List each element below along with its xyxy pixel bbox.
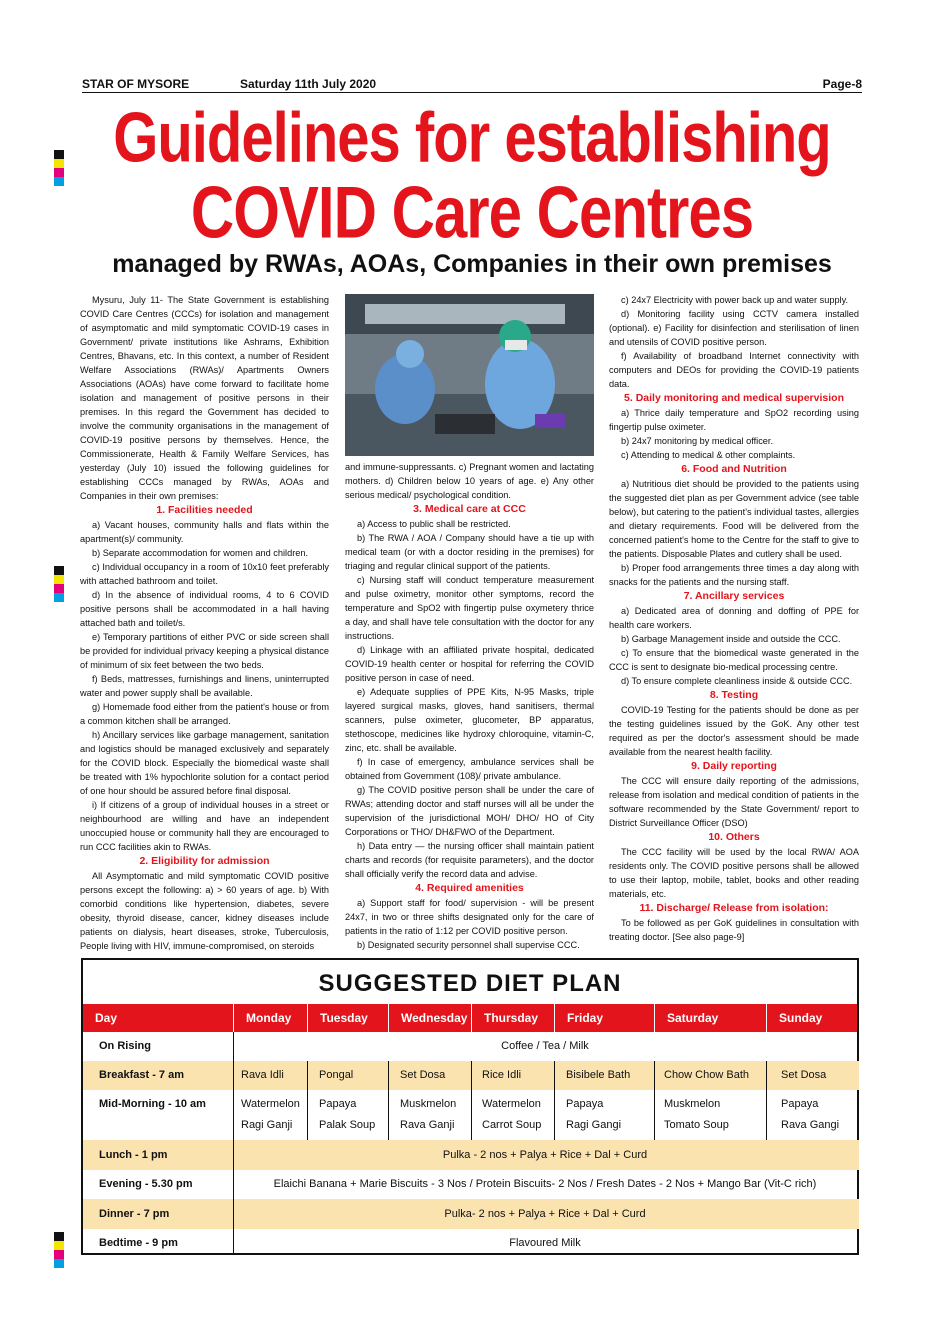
list-item: i) If citizens of a group of individual houses in a street or neighbourhood are willing and have an independent unoccupied house or community hall they are encouraged to run CCC facilities akin to RWAs.: [80, 800, 329, 852]
list-item: a) Support staff for food/ supervision - will be present 24x7, in two or three shifts designated only for the care of patients in the ratio of 1:12 per COVID positive person.: [345, 898, 594, 936]
row-value: Pulka- 2 nos + Palya + Rice + Dal + Curd: [444, 1208, 646, 1220]
row-value: Elaichi Banana + Marie Biscuits - 3 Nos / Protein Biscuits- 2 Nos / Fresh Dates - 2 Nos + Mango Bar (Vit-C rich): [273, 1178, 817, 1190]
headline-line-1: Guidelines for establishing: [113, 97, 831, 178]
row-label: Lunch - 1 pm: [99, 1149, 168, 1161]
breakfast-friday: Bisibele Bath: [566, 1069, 631, 1081]
fruit-sunday: Papaya: [781, 1098, 819, 1110]
registration-mark-middle: [54, 566, 64, 602]
headline-subtitle: managed by RWAs, AOAs, Companies in their own premises: [112, 250, 832, 278]
list-item: h) Ancillary services like garbage management, sanitation and logistics should be managed exclusively and separately for the COVID block. Especially the biomedical waste shall be treated with 1% hypochlorite solution for a contact period of one hour should be assured before final disposal.: [80, 730, 329, 796]
paragraph: The CCC will ensure daily reporting of the admissions, release from isolation and medical condition of patients in the software recommended by the State Government/ report to District Surveillance Officer (DSO): [609, 776, 859, 828]
fruit-tuesday: Papaya: [319, 1098, 357, 1110]
diet-header-row: [83, 1004, 857, 1032]
list-item: e) Adequate supplies of PPE Kits, N-95 Masks, triple layered surgical masks, gloves, hand sanitisers, thermal scanners, pulse oximeter, glucometer, BP apparatus, stethoscope, medicines like hydroxy chloroquine, vitamin-C, zinc, etc. shall be available.: [345, 687, 594, 753]
column-rule: [388, 1061, 389, 1140]
section-heading: 3. Medical care at CCC: [413, 503, 526, 515]
list-item: f) Beds, mattresses, furnishings and linens, uninterrupted water and power supply shall be available.: [80, 674, 329, 698]
list-item: d) In the absence of individual rooms, 4 to 6 COVID positive persons shall be accommodated in a hall having attached bath and toilet/s.: [80, 590, 329, 628]
header-day: Day: [95, 1011, 118, 1025]
column-rule: [554, 1061, 555, 1140]
header-friday: Friday: [554, 1004, 654, 1032]
row-label: Breakfast - 7 am: [99, 1069, 184, 1081]
page-header: [82, 76, 862, 93]
list-item: d) To ensure complete cleanliness inside & outside CCC.: [621, 676, 853, 686]
paper-name: STAR OF MYSORE: [82, 77, 190, 91]
list-item: h) Data entry — the nursing officer shall maintain patient charts and records (for requisite parameters), and the doctor shall officially verify the record data and advise.: [345, 841, 594, 879]
issue-date: Saturday 11th July 2020: [240, 77, 377, 91]
list-item: c) Attending to medical & other complaints.: [621, 450, 796, 460]
list-item: d) Monitoring facility using CCTV camera installed (optional). e) Facility for disinfection and sterilisation of linen and utensils of COVID positive person.: [609, 309, 859, 347]
drink-monday: Ragi Ganji: [241, 1119, 293, 1131]
paragraph: COVID-19 Testing for the patients should be done as per the testing guidelines issued by the GoK. Any other test required as per the doctor's assessment should be made available from the nearest health facility.: [609, 705, 859, 757]
section-heading: 9. Daily reporting: [691, 760, 777, 772]
column-rule: [654, 1061, 655, 1140]
row-value: Coffee / Tea / Milk: [501, 1040, 589, 1052]
list-item: a) Vacant houses, community halls and flats within the apartment(s)/ community.: [80, 520, 329, 544]
registration-mark-top: [54, 150, 64, 186]
drink-saturday: Tomato Soup: [664, 1119, 729, 1131]
drink-thursday: Carrot Soup: [482, 1119, 542, 1131]
paragraph: All Asymptomatic and mild symptomatic COVID positive persons except the following: a) > 60 years of age. b) With comorbid conditions like hypertension, diabetes, severe obesity, thyroid disease, cancer, kidney diseases include patients on dialysis, heart diseases, stroke, Tuberculosis, People living with HIV, immune-compromised, on steroids: [80, 871, 329, 951]
article-column-1: [80, 293, 329, 953]
breakfast-thursday: Rice Idli: [482, 1069, 522, 1081]
row-label: Evening - 5.30 pm: [99, 1178, 193, 1190]
section-heading: 1. Facilities needed: [156, 504, 253, 516]
registration-mark-bottom: [54, 1232, 64, 1268]
header-monday: Monday: [233, 1004, 307, 1032]
article-intro: Mysuru, July 11- The State Government is establishing COVID Care Centres (CCCs) for isolation and management of asymptomatic and mild symptomatic COVID-19 cases in Government/ private institutions like Ashrams, Exhibition Centres, Bhavans, etc. In this context, a number of Resident Welfare Associations (RWAs)/ Apartments Owners Associations (AOAs) have come forward to facilitate home isolation and management of positive persons in their premises. In this regard the Government has decided to involve the community organisations in the management of COVID-19 positive persons by themselves. Hence, the Commissionerate, Health & Family Welfare Services, has yesterday (July 10) issued the following guidelines for establishing CCCs managed by RWAs, AOAs and Companies in their own premises:: [80, 295, 329, 501]
paragraph: The CCC facility will be used by the local RWA/ AOA residents only. The COVID positive persons shall be allowed to use their laptop, mobile, tablet, books and other reading materials, etc.: [609, 847, 859, 899]
drink-wednesday: Rava Ganji: [400, 1119, 455, 1131]
list-item: f) In case of emergency, ambulance services shall be obtained from Government (108)/ private ambulance.: [345, 757, 594, 781]
section-heading: 7. Ancillary services: [683, 590, 785, 602]
section-heading: 8. Testing: [709, 689, 759, 701]
row-label: Dinner - 7 pm: [99, 1208, 170, 1220]
list-item: a) Nutritious diet should be provided to the patients using the suggested diet plan as per Government advice (see table below), but catering to the patient's individual tastes, allergies and dietary requirements. Food will be delivered from the concerned patient's home to the Centre for the staff to give to the patients. Disposable Plates and cutlery shall be used.: [609, 479, 859, 559]
list-item: b) Proper food arrangements three times a day along with snacks for the patients and the nursing staff.: [609, 563, 859, 587]
header-wednesday: Wednesday: [388, 1004, 471, 1032]
paragraph: To be followed as per GoK guidelines in consultation with treating doctor. [See also page-9]: [609, 918, 859, 942]
row-value: Flavoured Milk: [509, 1237, 581, 1249]
fruit-monday: Watermelon: [241, 1098, 300, 1110]
header-tuesday: Tuesday: [307, 1004, 388, 1032]
list-item: g) Homemade food either from the patient's house or from a common kitchen shall be arranged.: [80, 702, 329, 726]
list-item: b) Separate accommodation for women and children.: [92, 548, 309, 558]
row-label: Bedtime - 9 pm: [99, 1237, 178, 1249]
row-value: Pulka - 2 nos + Palya + Rice + Dal + Curd: [442, 1149, 648, 1161]
column-rule: [233, 1032, 234, 1255]
list-item: a) Access to public shall be restricted.: [357, 519, 511, 529]
list-item: g) The COVID positive person shall be under the care of RWAs; attending doctor and staff nurses will all be under the supervision of the jurisdictional MOH/ DHO/ HO of City Corporations or THO/ DH&FWO of the Department.: [345, 785, 594, 837]
list-item: c) Individual occupancy in a room of 10x10 feet preferably with attached bathroom and toilet.: [80, 562, 329, 586]
section-heading: 10. Others: [708, 831, 760, 843]
header-saturday: Saturday: [654, 1004, 766, 1032]
breakfast-wednesday: Set Dosa: [400, 1069, 446, 1081]
list-item: c) To ensure that the biomedical waste generated in the CCC is sent to designate bio-medical processing centre.: [609, 648, 859, 672]
diet-plan-table: [81, 958, 859, 1255]
row-label: Mid-Morning - 10 am: [99, 1098, 206, 1110]
column-rule: [766, 1061, 767, 1140]
fruit-saturday: Muskmelon: [664, 1098, 721, 1110]
drink-sunday: Rava Gangi: [781, 1119, 840, 1131]
breakfast-saturday: Chow Chow Bath: [664, 1069, 749, 1081]
breakfast-sunday: Set Dosa: [781, 1069, 827, 1081]
column-rule: [471, 1061, 472, 1140]
fruit-thursday: Watermelon: [482, 1098, 541, 1110]
list-item: a) Thrice daily temperature and SpO2 recording using fingertip pulse oximeter.: [609, 408, 859, 432]
column-rule: [307, 1061, 308, 1140]
fruit-wednesday: Muskmelon: [400, 1098, 457, 1110]
section-heading: 2. Eligibility for admission: [139, 855, 270, 867]
article-column-2: [345, 460, 594, 952]
section-heading: 5. Daily monitoring and medical supervision: [624, 392, 844, 404]
breakfast-tuesday: Pongal: [319, 1069, 354, 1081]
fruit-friday: Papaya: [566, 1098, 604, 1110]
header-sunday: Sunday: [766, 1004, 859, 1032]
section-heading: 6. Food and Nutrition: [681, 463, 787, 475]
list-item: b) Garbage Management inside and outside the CCC.: [621, 634, 841, 644]
list-item: e) Temporary partitions of either PVC or side screen shall be provided for individual privacy keeping a physical distance of minimum of six feet between the two beds.: [80, 632, 329, 670]
drink-tuesday: Palak Soup: [319, 1119, 376, 1131]
section-heading: 11. Discharge/ Release from isolation:: [639, 902, 829, 914]
section-heading: 4. Required amenities: [415, 882, 524, 894]
list-item: c) 24x7 Electricity with power back up and water supply.: [621, 295, 849, 305]
article-column-3: [609, 293, 859, 944]
diet-plan-title: SUGGESTED DIET PLAN: [318, 970, 622, 997]
paragraph: and immune-suppressants. c) Pregnant women and lactating mothers. d) Children below 10 years of age. e) Any other serious medical/ psychological condition.: [345, 462, 594, 500]
drink-friday: Ragi Gangi: [566, 1119, 622, 1131]
list-item: b) Designated security personnel shall supervise CCC.: [357, 940, 580, 950]
breakfast-monday: Rava Idli: [241, 1069, 284, 1081]
lab-photo: [345, 294, 594, 456]
list-item: d) Linkage with an affiliated private hospital, dedicated COVID-19 health center or hospital for referring the COVID positive person in case of need.: [345, 645, 594, 683]
list-item: c) Nursing staff will conduct temperature measurement and pulse oximetry, monitor other symptoms, record the temperature and SpO2 with fingertip pulse oxymetery thrice a day, and shall have tele consultation with the doctor for any instructions.: [345, 575, 594, 641]
row-label: On Rising: [99, 1040, 151, 1052]
list-item: f) Availability of broadband Internet connectivity with computers and DEOs for providing the COVID-19 patients data.: [609, 351, 859, 389]
list-item: b) 24x7 monitoring by medical officer.: [621, 436, 774, 446]
page-number: Page-8: [822, 77, 862, 91]
list-item: b) The RWA / AOA / Company should have a tie up with medical team (or with a doctor residing in the premises) for triaging and regular clinical support of the patients.: [345, 533, 594, 571]
headline-line-2: COVID Care Centres: [190, 171, 754, 254]
list-item: a) Dedicated area of donning and doffing of PPE for health care workers.: [609, 606, 859, 630]
header-thursday: Thursday: [471, 1004, 554, 1032]
